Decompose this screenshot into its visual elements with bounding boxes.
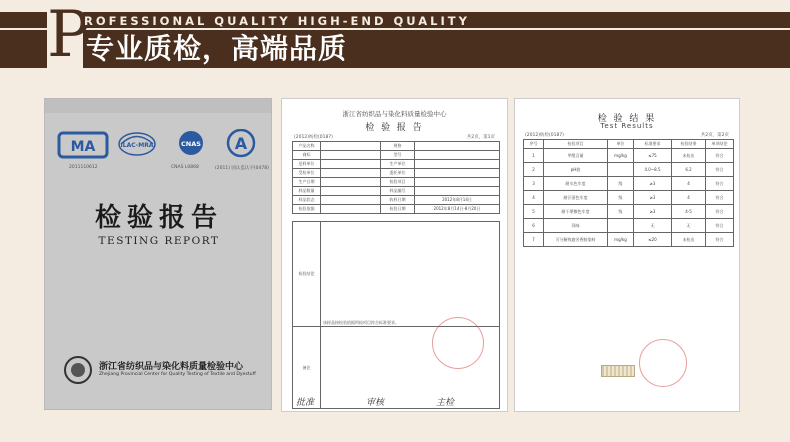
results-report-number: (2012)纺检(0187) — [525, 133, 564, 138]
report-field-value — [321, 160, 381, 169]
certification-logos — [55, 129, 269, 189]
results-row — [524, 177, 734, 191]
cover-subtitle: TESTING REPORT — [98, 235, 220, 247]
report-field-value — [415, 187, 500, 196]
results-cell: 7 — [524, 233, 544, 247]
results-cell: 2 — [524, 163, 544, 177]
cal-logo-caption: (2011) 国认监认字(0478) — [215, 166, 269, 171]
report-field-value — [321, 169, 381, 178]
results-cell: 6 — [524, 219, 544, 233]
cma-logo-icon — [57, 129, 109, 163]
signature-review: 审核 — [366, 398, 385, 408]
cover-footer-org-en: Zhejiang Provincial Center for Quality Testing of Textile and Dyestuff — [99, 372, 256, 377]
results-cell: 4 — [672, 177, 706, 191]
results-cell: 未检出 — [672, 233, 706, 247]
results-cell: mg/kg — [608, 149, 634, 163]
results-cell: 无 — [634, 219, 672, 233]
svg-text:CNAS: CNAS — [181, 140, 201, 148]
results-cell: 符合 — [706, 219, 734, 233]
report-cover — [44, 98, 272, 410]
results-cell: 耐干摩擦色牢度 — [544, 205, 608, 219]
report-field-value — [321, 151, 381, 160]
cnas-logo-caption: CNAS L0868 — [171, 165, 199, 170]
results-column-header: 检验项目 — [544, 140, 608, 149]
results-column-header: 序号 — [524, 140, 544, 149]
ilac-mra-logo-icon — [111, 129, 163, 163]
report-info-row — [293, 151, 500, 160]
report-field-label: 收样日期 — [381, 196, 415, 205]
signature-approve: 批准 — [296, 398, 315, 408]
results-cell: ≤20 — [634, 233, 672, 247]
results-cell: 可分解致癌芳香胺染料 — [544, 233, 608, 247]
results-cell — [608, 219, 634, 233]
results-cell: 耐水色牢度 — [544, 177, 608, 191]
remark-label: 备注 — [293, 327, 321, 409]
results-cell — [608, 163, 634, 177]
results-cell: ≥3 — [634, 205, 672, 219]
cnas-logo-icon — [165, 129, 217, 163]
report-field-value — [321, 187, 381, 196]
report-field-value — [415, 151, 500, 160]
results-cell: 甲醛含量 — [544, 149, 608, 163]
results-cell: ≥3 — [634, 177, 672, 191]
results-cell: 5 — [524, 205, 544, 219]
signature-inspect: 主检 — [436, 398, 455, 408]
report-field-label: 生产单位 — [381, 160, 415, 169]
results-column-header: 单项结论 — [706, 140, 734, 149]
results-cell: 6.2 — [672, 163, 706, 177]
svg-text:ILAC-MRA: ILAC-MRA — [120, 142, 154, 149]
report-field-label: 委托单位 — [381, 169, 415, 178]
results-column-header: 标准要求 — [634, 140, 672, 149]
report-field-value: 2012年8月14日 — [415, 196, 500, 205]
results-column-header: 单位 — [608, 140, 634, 149]
results-cell: 级 — [608, 191, 634, 205]
results-cell: 4 — [672, 191, 706, 205]
conclusion-label: 检验结论 — [293, 222, 321, 327]
test-results-page — [514, 98, 740, 412]
report-field-label: 商标 — [293, 151, 321, 160]
report-field-value — [415, 169, 500, 178]
report-field-value — [415, 178, 500, 187]
results-cell: 符合 — [706, 149, 734, 163]
report-form-page — [281, 98, 508, 412]
results-row — [524, 149, 734, 163]
report-info-row — [293, 160, 500, 169]
results-row — [524, 163, 734, 177]
report-info-row — [293, 187, 500, 196]
report-info-row — [293, 178, 500, 187]
report-info-row — [293, 205, 500, 214]
report-field-label: 规格 — [381, 142, 415, 151]
svg-text:A: A — [234, 134, 248, 153]
results-heading-en: Test Results — [600, 122, 654, 130]
cover-pattern-strip — [45, 99, 272, 113]
report-field-label: 受检单位 — [293, 169, 321, 178]
report-number: (2012)纺检(0187) — [294, 135, 333, 140]
header-english-slogan: ROFESSIONAL QUALITY HIGH-END QUALITY — [84, 14, 470, 28]
results-cell: 符合 — [706, 191, 734, 205]
report-info-row — [293, 142, 500, 151]
results-cell: ≤75 — [634, 149, 672, 163]
results-cell: 3 — [524, 177, 544, 191]
results-cell: 4 — [524, 191, 544, 205]
report-field-value — [321, 196, 381, 205]
cover-footer — [63, 355, 263, 385]
report-field-value — [321, 178, 381, 187]
results-cell: mg/kg — [608, 233, 634, 247]
results-cell: 耐汗渍色牢度 — [544, 191, 608, 205]
results-row — [524, 233, 734, 247]
results-cell: 符合 — [706, 163, 734, 177]
center-emblem-icon — [63, 355, 93, 385]
report-info-row — [293, 169, 500, 178]
report-conclusion-table — [292, 221, 500, 409]
report-field-label: 样品数量 — [293, 187, 321, 196]
report-field-label: 型号 — [381, 151, 415, 160]
report-heading: 检 验 报 告 — [365, 123, 424, 133]
report-field-label: 样品状态 — [293, 196, 321, 205]
results-cell: 4-5 — [672, 205, 706, 219]
report-field-value — [321, 142, 381, 151]
report-field-value — [415, 160, 500, 169]
cal-logo-icon — [215, 129, 267, 163]
results-row — [524, 219, 734, 233]
results-row — [524, 191, 734, 205]
report-field-label: 产品名称 — [293, 142, 321, 151]
results-cell: 未检出 — [672, 149, 706, 163]
report-field-value — [321, 205, 381, 214]
report-field-label: 检验依据 — [293, 205, 321, 214]
report-field-label: 样品编号 — [381, 187, 415, 196]
fabric-sample-swatch — [601, 365, 635, 377]
results-cell: 符合 — [706, 177, 734, 191]
report-field-label: 生产日期 — [293, 178, 321, 187]
report-institution: 浙江省纺织品与染化料质量检验中心 — [342, 110, 447, 118]
svg-text:MA: MA — [70, 139, 96, 155]
official-stamp — [432, 317, 484, 369]
header-chinese-title: 专业质检，高端品质 — [86, 32, 348, 65]
report-field-value — [415, 142, 500, 151]
results-cell: 级 — [608, 177, 634, 191]
report-field-label: 检验项目 — [381, 178, 415, 187]
results-official-stamp — [639, 339, 687, 387]
cover-title: 检验报告 — [94, 203, 223, 233]
results-column-header: 检验结果 — [672, 140, 706, 149]
header-big-letter: P — [47, 0, 91, 72]
results-cell: 无 — [672, 219, 706, 233]
results-cell: ≥3 — [634, 191, 672, 205]
report-info-table — [292, 141, 500, 214]
results-cell: 符合 — [706, 205, 734, 219]
results-cell: 4.0~8.5 — [634, 163, 672, 177]
cover-footer-org-cn: 浙江省纺织品与染化料质量检验中心 — [99, 362, 244, 372]
report-page-number: 共2页，第1页 — [466, 135, 495, 140]
report-info-row — [293, 196, 500, 205]
results-cell: pH值 — [544, 163, 608, 177]
cma-logo-caption: 2011110612 — [69, 165, 98, 170]
report-field-value: 2012年8月14日-8月20日 — [415, 205, 500, 214]
report-field-label: 送样单位 — [293, 160, 321, 169]
results-cell: 异味 — [544, 219, 608, 233]
results-cell: 级 — [608, 205, 634, 219]
conclusion-text: 该样品按检验依据所检项目符合标准要求。 — [321, 222, 500, 327]
results-cell: 符合 — [706, 233, 734, 247]
results-cell: 1 — [524, 149, 544, 163]
results-heading: 检 验 结 果 — [597, 114, 657, 124]
results-page-number: 共2页，第2页 — [700, 133, 729, 138]
report-field-label: 检验日期 — [381, 205, 415, 214]
header-banner — [0, 0, 790, 84]
results-table — [523, 139, 734, 247]
results-row — [524, 205, 734, 219]
